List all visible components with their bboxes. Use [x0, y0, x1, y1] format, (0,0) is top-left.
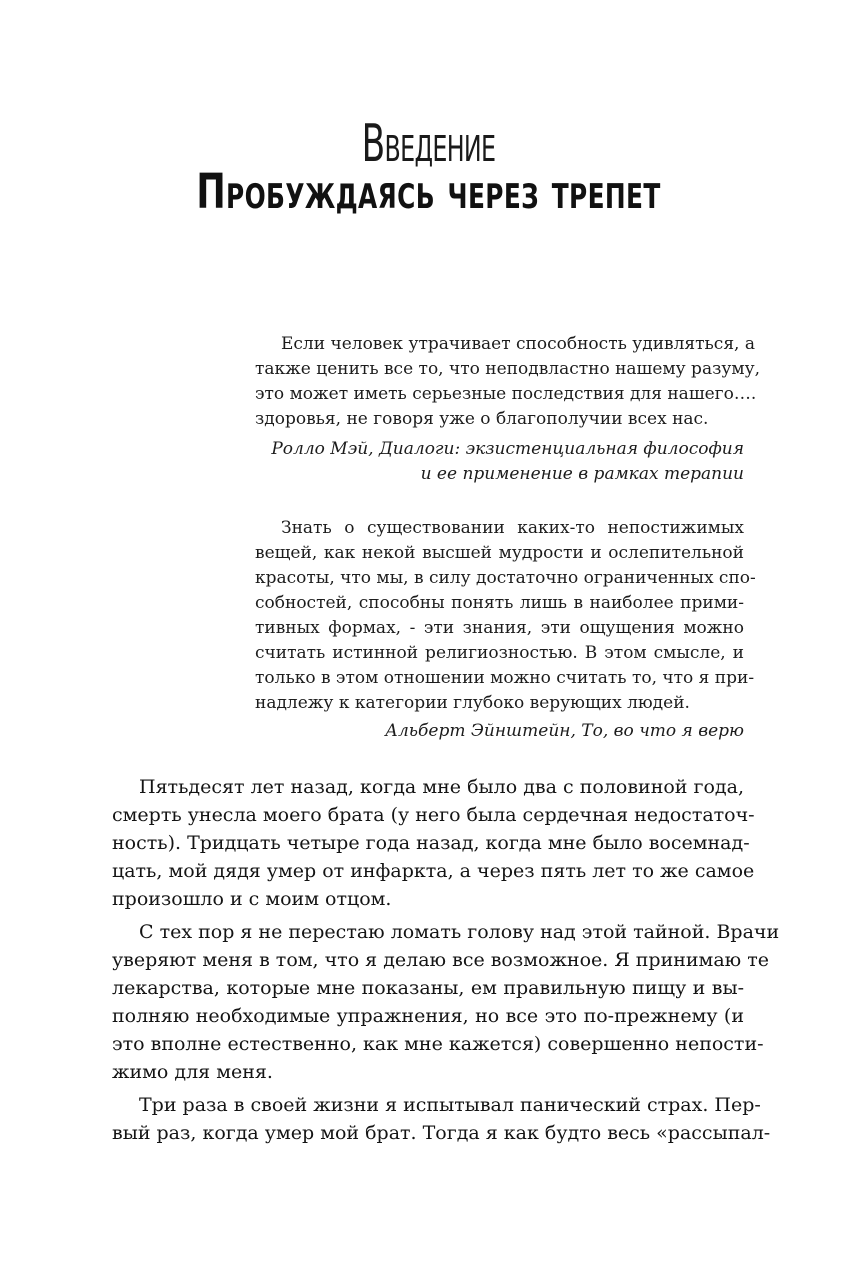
body-line: полняю необходимые упражнения, но все это по-прежнему (и: [112, 1005, 744, 1027]
body-line: цать, мой дядя умер от инфаркта, а через пять лет то же самое: [112, 860, 755, 882]
paragraph: [112, 1091, 771, 1147]
chapter-title: Пробуждаясь через трепет: [196, 164, 661, 220]
epigraph-line: только в этом отношении можно считать то, что я при-: [255, 668, 755, 688]
body-line: вый раз, когда умер мой брат. Тогда я как будто весь «рассыпал-: [112, 1122, 771, 1144]
body-line: произошло и с моим отцом.: [112, 888, 392, 910]
body-line: лекарства, которые мне показаны, ем правильную пищу и вы-: [112, 977, 744, 999]
epigraph-einstein: [255, 516, 756, 744]
epigraph-line: красоты, что мы, в силу достаточно ограниченных спо-: [255, 568, 756, 588]
body-line: Три раза в своей жизни я испытывал панический страх. Пер-: [139, 1094, 761, 1116]
epigraph-attribution: Ролло Мэй, Диалоги: экзистенциальная философия: [271, 439, 744, 459]
paragraph: [112, 773, 755, 913]
body-line: уверяют меня в том, что я делаю все возможное. Я принимаю те: [112, 949, 770, 971]
body-line: смерть унесла моего брата (у него была сердечная недостаточ-: [112, 804, 755, 826]
epigraph-line: считать истинной религиозностью. В этом смысле, и: [255, 643, 744, 663]
body-line: С тех пор я не перестаю ломать голову над этой тайной. Врачи: [139, 921, 780, 943]
epigraph-line: это может иметь серьезные последствия для нашего….: [255, 384, 757, 404]
epigraph-line: собностей, способны понять лишь в наиболее прими-: [255, 593, 744, 613]
body-text: [112, 773, 780, 1152]
epigraph-attribution: Альберт Эйнштейн, То, во что я верю: [385, 721, 744, 741]
body-line: Пятьдесят лет назад, когда мне было два с половиной года,: [139, 776, 744, 798]
epigraph-line: Знать о существовании каких-то непостижимых: [281, 518, 744, 538]
body-line: жимо для меня.: [112, 1061, 273, 1083]
epigraph-may: [255, 332, 760, 487]
chapter-label: Введение: [361, 114, 496, 174]
epigraph-line: здоровья, не говоря уже о благополучии всех нас.: [255, 409, 709, 429]
epigraph-attribution: и ее применение в рамках терапии: [420, 464, 744, 484]
paragraph: [112, 918, 780, 1086]
epigraph-line: надлежу к категории глубоко верующих людей.: [255, 693, 690, 713]
epigraph-line: также ценить все то, что неподвластно нашему разуму,: [255, 359, 760, 379]
body-line: это вполне естественно, как мне кажется) совершенно непости-: [112, 1033, 764, 1055]
body-line: ность). Тридцать четыре года назад, когда мне было восемнад-: [112, 832, 750, 854]
epigraph-line: тивных формах, - эти знания, эти ощущения можно: [255, 618, 744, 638]
epigraph-line: Если человек утрачивает способность удивляться, а: [281, 334, 755, 354]
epigraph-line: вещей, как некой высшей мудрости и ослепительной: [255, 543, 744, 563]
